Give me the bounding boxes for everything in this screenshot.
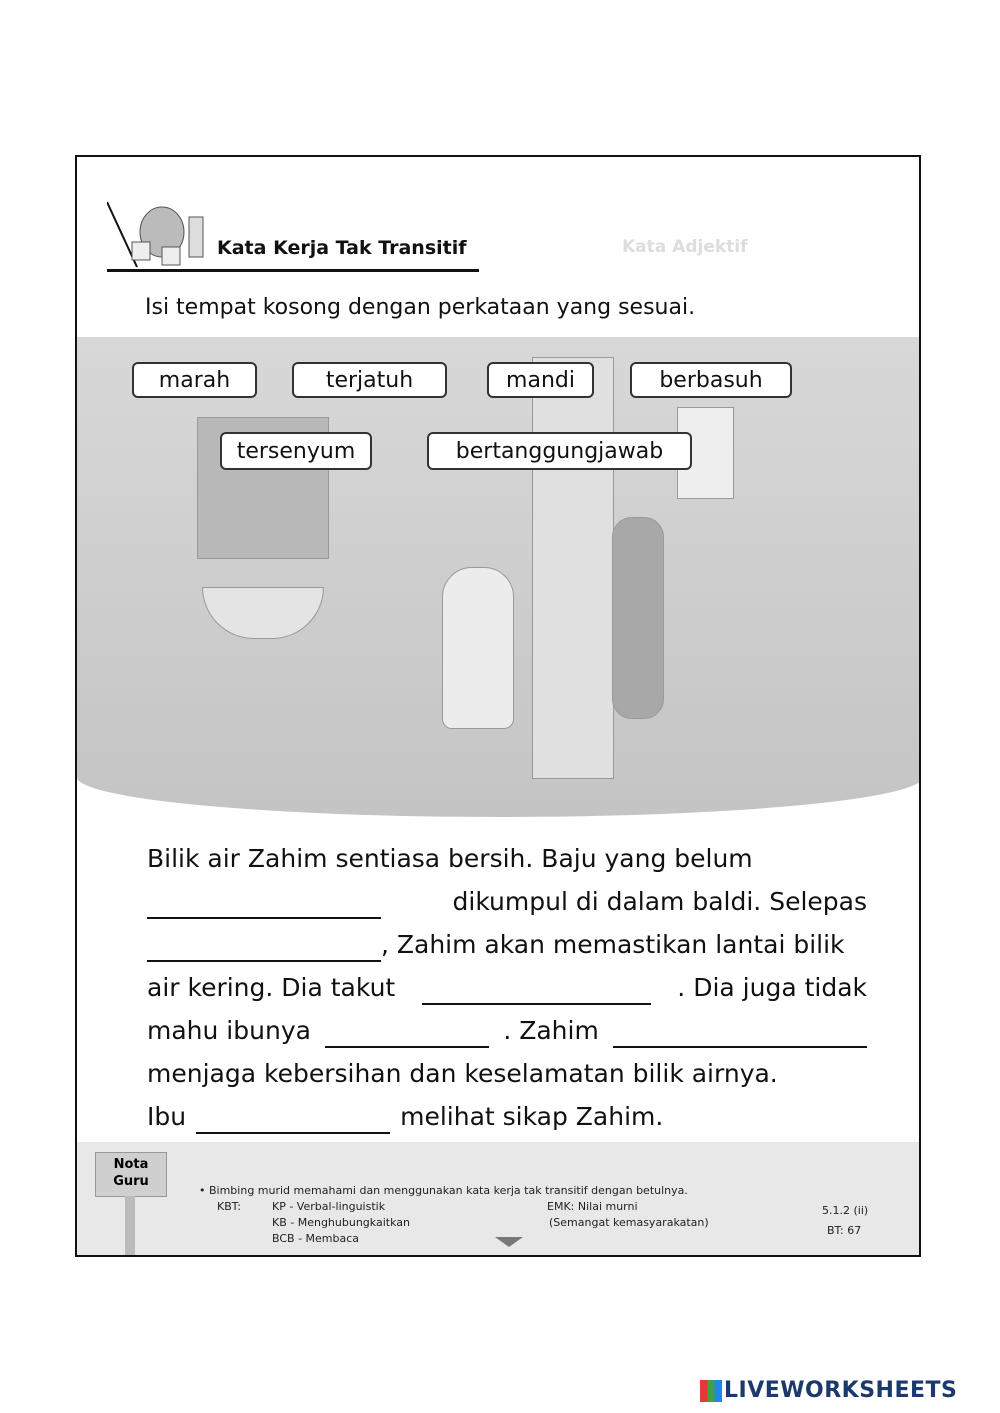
bleed-through-title: Kata Adjektif [622, 237, 748, 257]
kbt-item: BCB - Membaca [272, 1232, 360, 1245]
blank-5[interactable] [613, 1018, 867, 1048]
page-number: BT: 67 [827, 1224, 862, 1237]
blank-3[interactable] [422, 975, 651, 1005]
emk-label: EMK: Nilai murni [547, 1200, 638, 1213]
standard-code: 5.1.2 (ii) [822, 1204, 869, 1217]
logo-icon [700, 1380, 722, 1402]
shower-curtain [532, 357, 614, 779]
word-chip-berbasuh[interactable]: berbasuh [630, 362, 792, 398]
passage-line: dikumpul di dalam baldi. Selepas [452, 887, 867, 916]
passage-line: air kering. Dia takut [147, 973, 396, 1002]
passage-line: mahu ibunya [147, 1016, 311, 1045]
toilet [442, 567, 514, 729]
passage-line: . Dia juga tidak [677, 973, 867, 1002]
word-chip-mandi[interactable]: mandi [487, 362, 594, 398]
brand-text: LIVEWORKSHEETS [724, 1378, 958, 1403]
kbt-item: KB - Menghubungkaitkan [272, 1216, 410, 1229]
word-chip-marah[interactable]: marah [132, 362, 257, 398]
note-bullet: • Bimbing murid memahami dan menggunakan kata kerja tak transitif dengan betulnya. [199, 1184, 688, 1197]
word-chip-bertanggungjawab[interactable]: bertanggungjawab [427, 432, 692, 470]
title-underline [107, 269, 479, 272]
signpost-icon [125, 1196, 135, 1257]
kbt-item: KP - Verbal-linguistik [272, 1200, 386, 1213]
blank-6[interactable] [196, 1104, 390, 1134]
nota-guru-sign: Nota Guru [95, 1152, 167, 1197]
teacher-note-footer [77, 1142, 921, 1257]
down-arrow-icon [495, 1237, 523, 1247]
blank-4[interactable] [325, 1018, 489, 1048]
word-chip-tersenyum[interactable]: tersenyum [220, 432, 372, 470]
word-chip-terjatuh[interactable]: terjatuh [292, 362, 447, 398]
passage-line: . Zahim [503, 1016, 599, 1045]
blank-1[interactable] [147, 889, 381, 919]
emk-sub: (Semangat kemasyarakatan) [549, 1216, 709, 1229]
kbt-label: KBT: [217, 1200, 241, 1213]
passage-line: melihat sikap Zahim. [400, 1102, 664, 1131]
instruction: Isi tempat kosong dengan perkataan yang sesuai. [145, 295, 696, 320]
liveworksheets-logo[interactable] [700, 1378, 957, 1403]
passage-line: , Zahim akan memastikan lantai bilik [381, 930, 845, 959]
passage [147, 837, 867, 1138]
worksheet-page [75, 155, 921, 1257]
bathroom-illustration [77, 337, 921, 817]
section-title: Kata Kerja Tak Transitif [217, 237, 467, 259]
mascot-icon [107, 197, 207, 272]
blank-2[interactable] [147, 932, 381, 962]
boy-figure [612, 517, 664, 719]
passage-line: menjaga kebersihan dan keselamatan bilik airnya. [147, 1059, 778, 1088]
passage-line: Bilik air Zahim sentiasa bersih. Baju yang belum [147, 844, 753, 873]
sink [202, 587, 324, 639]
passage-line: Ibu [147, 1102, 187, 1131]
